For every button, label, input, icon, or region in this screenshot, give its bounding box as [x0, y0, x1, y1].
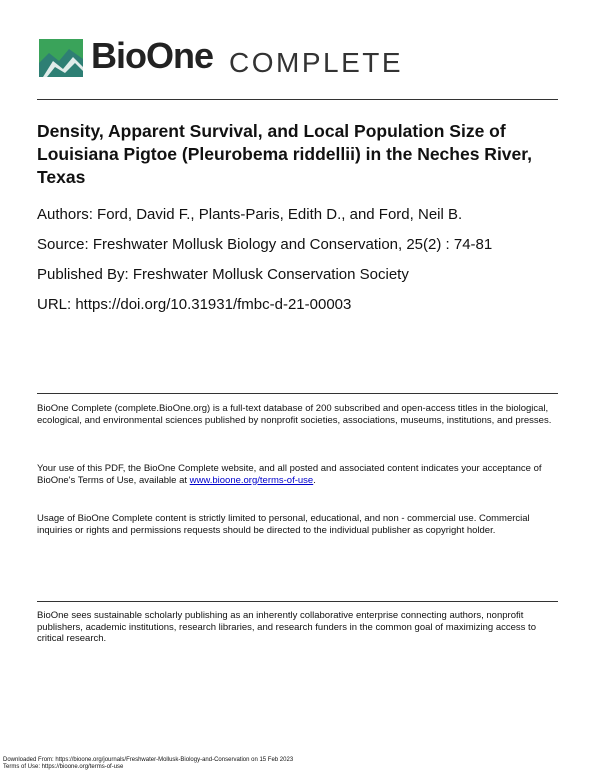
terms-notice — [37, 463, 562, 486]
mission-divider — [37, 601, 558, 602]
header-divider — [37, 99, 558, 100]
article-url[interactable]: URL: https://doi.org/10.31931/fmbc-d-21-00003 — [37, 296, 352, 313]
terms-prefix: Your use of this PDF, the BioOne Complete website, and all posted and associated content indicates your acceptance of BioOne's Terms of Use, available at — [37, 463, 542, 486]
terms-footer: Terms of Use: https://bioone.org/terms-of-use — [3, 764, 124, 770]
article-publisher: Published By: Freshwater Mollusk Conservation Society — [37, 266, 409, 283]
usage-notice: Usage of BioOne Complete content is strictly limited to personal, educational, and non - commercial use. Commercial inquiries or rights and permissions requests should be directed to the individual publisher as copyright holder. — [37, 513, 530, 536]
notices-divider — [37, 393, 558, 394]
logo-text-bioone: BioOne — [91, 35, 214, 76]
mission-notice: BioOne sees sustainable scholarly publishing as an inherently collaborative enterprise connecting authors, nonprofit publishers, academic institutions, research libraries, and research funders in the common goal of maximizing access to critical research. — [37, 610, 536, 644]
terms-of-use-link[interactable]: www.bioone.org/terms-of-use — [189, 474, 314, 486]
bioone-logo-icon — [39, 39, 83, 77]
about-notice: BioOne Complete (complete.BioOne.org) is a full-text database of 200 subscribed and open-access titles in the biological, ecological, and environmental sciences published by nonprofit societies, associations, museums, institutions, and presses. — [37, 403, 552, 426]
article-authors: Authors: Ford, David F., Plants-Paris, Edith D., and Ford, Neil B. — [37, 206, 463, 223]
article-title: Density, Apparent Survival, and Local Population Size of Louisiana Pigtoe (Pleurobema riddellii) in the Neches River, Texas — [37, 121, 532, 187]
download-info: Downloaded From: https://bioone.org/journals/Freshwater-Mollusk-Biology-and-Conservation on 15 Feb 2023 — [3, 757, 294, 763]
article-source: Source: Freshwater Mollusk Biology and Conservation, 25(2) : 74-81 — [37, 236, 493, 253]
logo-text-complete: COMPLETE — [229, 47, 404, 78]
terms-suffix: . — [313, 474, 316, 486]
